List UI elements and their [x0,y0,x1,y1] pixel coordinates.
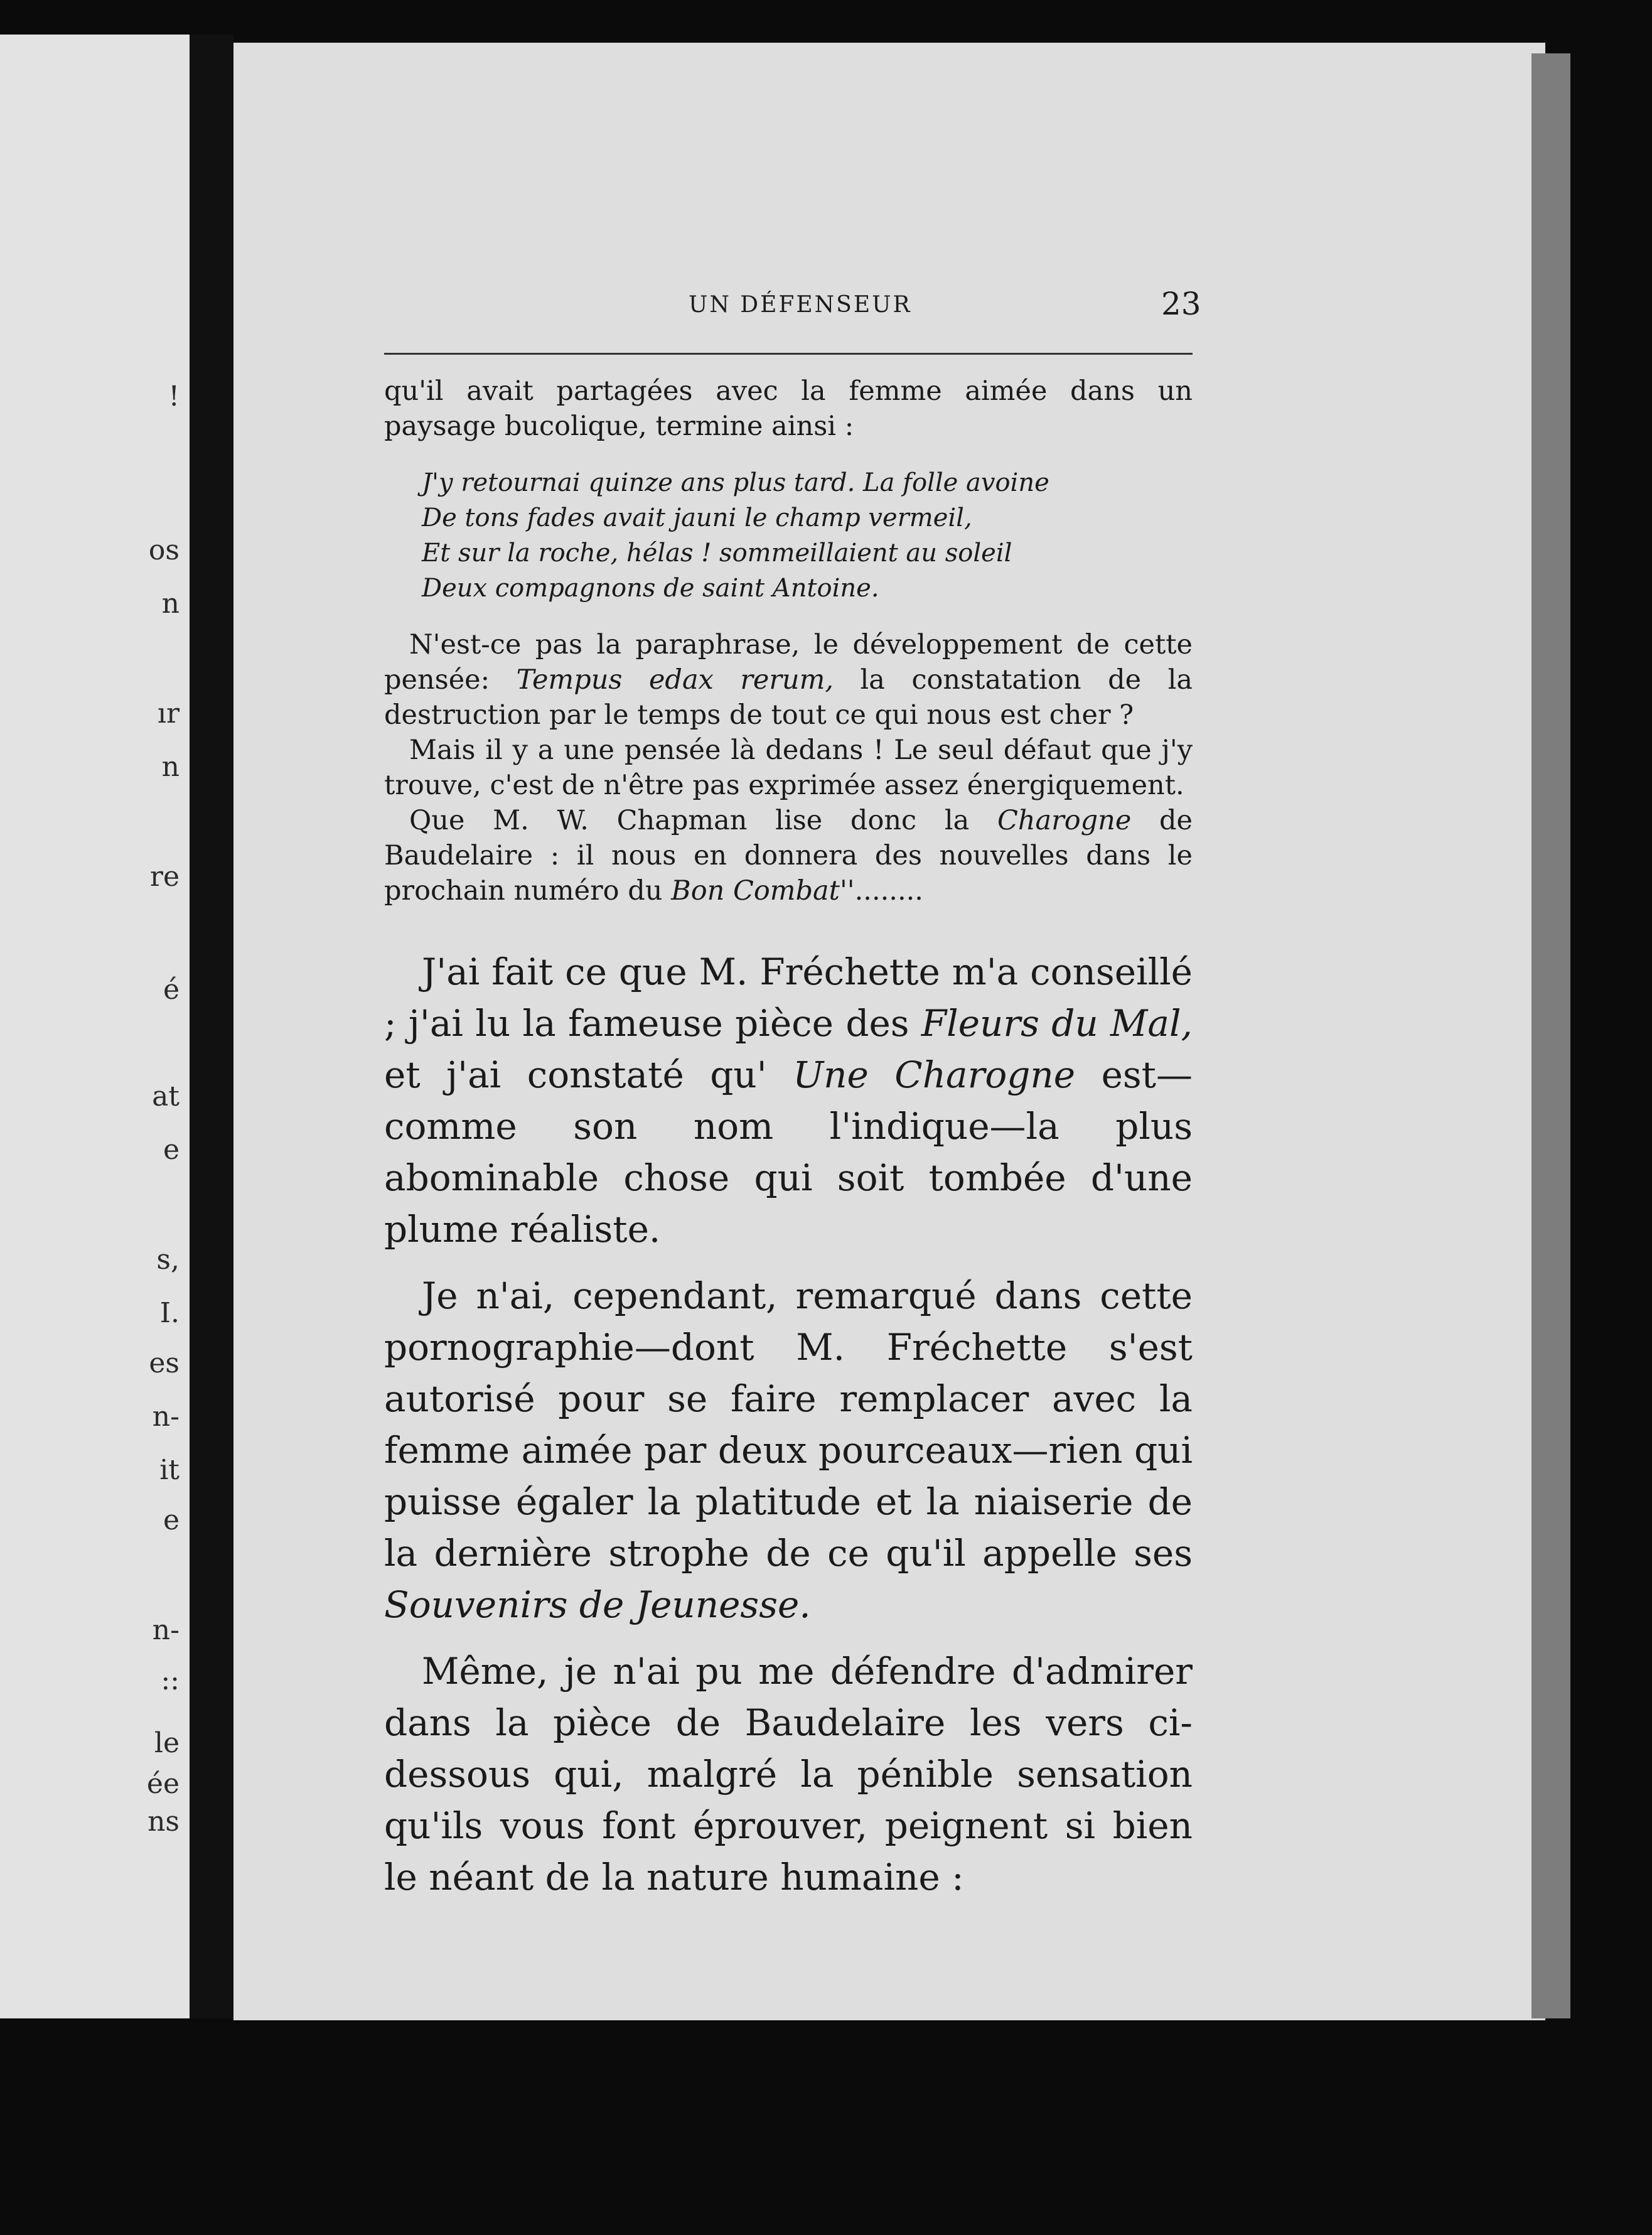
text-run: de Baudelaire : il nous en donnera des nouvelles dans le prochain numéro du [384,805,1193,907]
left-fragment: it [159,1454,180,1486]
left-fragment: ée [146,1768,180,1800]
left-fragment: at [152,1080,180,1112]
journal-title: Bon Combat [671,875,840,907]
quoted-verse [422,465,1193,606]
quote-intro-line: qu'il avait partagées avec la femme aimée dans un paysage [384,375,1193,442]
left-fragment: le [154,1727,180,1759]
left-fragment: e [163,1504,180,1536]
text-run: Même, je n'ai pu me défendre d'admirer dans la pièce de Baudelaire les vers ci-dessous qui, malgré la pénible sensation qu'ils vous font éprouver, peignent si bien le néant de la nature humaine : [384,1650,1193,1898]
header-rule [384,353,1193,355]
poem-title: Souvenirs de Jeunesse. [384,1583,811,1626]
left-fragment: re [149,861,180,893]
body-paragraph [384,1270,1193,1630]
text-run: et j'ai constaté qu' [384,1053,793,1096]
text-run: est—comme son nom l'indique—la plus abominable chose qui soit tombée d'une plume réaliste. [384,1053,1193,1251]
text-run: N'est-ce pas la paraphrase, le développement de cette pensée: [384,629,1193,696]
poem-title: Charogne [997,805,1132,836]
running-title: UN DÉFENSEUR [689,292,912,318]
left-fragment: n [161,751,180,783]
quote-intro-line: bucolique, termine ainsi : [504,411,854,442]
body-paragraph [384,946,1193,1255]
previous-page-edge [0,35,190,2018]
text-run: Mais il y a une pensée là dedans ! Le seul défaut que j'y trouve, c'est de n'être pas exprimée assez énergiquement. [384,735,1193,801]
verse-line: De tons fades avait jauni le champ vermeil, [422,504,972,532]
latin-phrase: Tempus edax rerum, [516,664,834,696]
book-gutter [190,35,233,2018]
page-edge-shadow [1531,53,1570,2018]
left-fragment: é [163,974,180,1006]
verse-line: Deux compagnons de saint Antoine. [422,574,879,603]
text-run: Que M. W. Chapman lise donc la [409,805,997,836]
left-fragment: n- [152,1614,180,1646]
text-run: Je n'ai, cependant, remarqué dans cette pornographie—dont M. Fréchette s'est autorisé pour se faire remplacer avec la femme aimée par deux pourceaux—rien qui puisse égaler la platitude et la niaiserie de la dernière strophe de ce qu'il appelle ses [384,1274,1193,1575]
book-title: Fleurs du Mal, [921,1002,1193,1045]
text-run: la constatation de la destruction par le temps de tout ce qui nous est cher ? [384,664,1193,731]
poem-title: Une Charogne [793,1053,1076,1096]
left-fragment: s, [156,1244,180,1276]
verse-line: Et sur la roche, hélas ! sommeillaient au soleil [422,539,1012,568]
left-fragment: n- [152,1401,180,1433]
left-fragment: os [148,534,180,566]
quote-paragraph [384,803,1193,908]
text-run: J'ai fait ce que M. Fréchette m'a conseillé ; j'ai lu la fameuse pièce des [384,951,1193,1045]
quote-paragraph [384,627,1193,733]
page-number: 23 [1161,286,1201,322]
page-content [384,374,1193,1903]
left-fragment: es [149,1347,180,1379]
verse-line: J'y retournai quinze ans plus tard. La folle avoine [422,468,1049,497]
quote-paragraph [384,733,1193,803]
left-fragment: ır [157,697,180,730]
quote-intro [384,374,1193,444]
left-fragment: I. [159,1297,180,1329]
left-fragment: :: [161,1664,180,1696]
left-fragment: ! [168,380,180,412]
body-paragraph [384,1645,1193,1903]
text-run: ''........ [839,875,923,907]
left-fragment: n [161,588,180,620]
left-fragment: ns [148,1806,180,1838]
left-fragment: e [163,1134,180,1166]
